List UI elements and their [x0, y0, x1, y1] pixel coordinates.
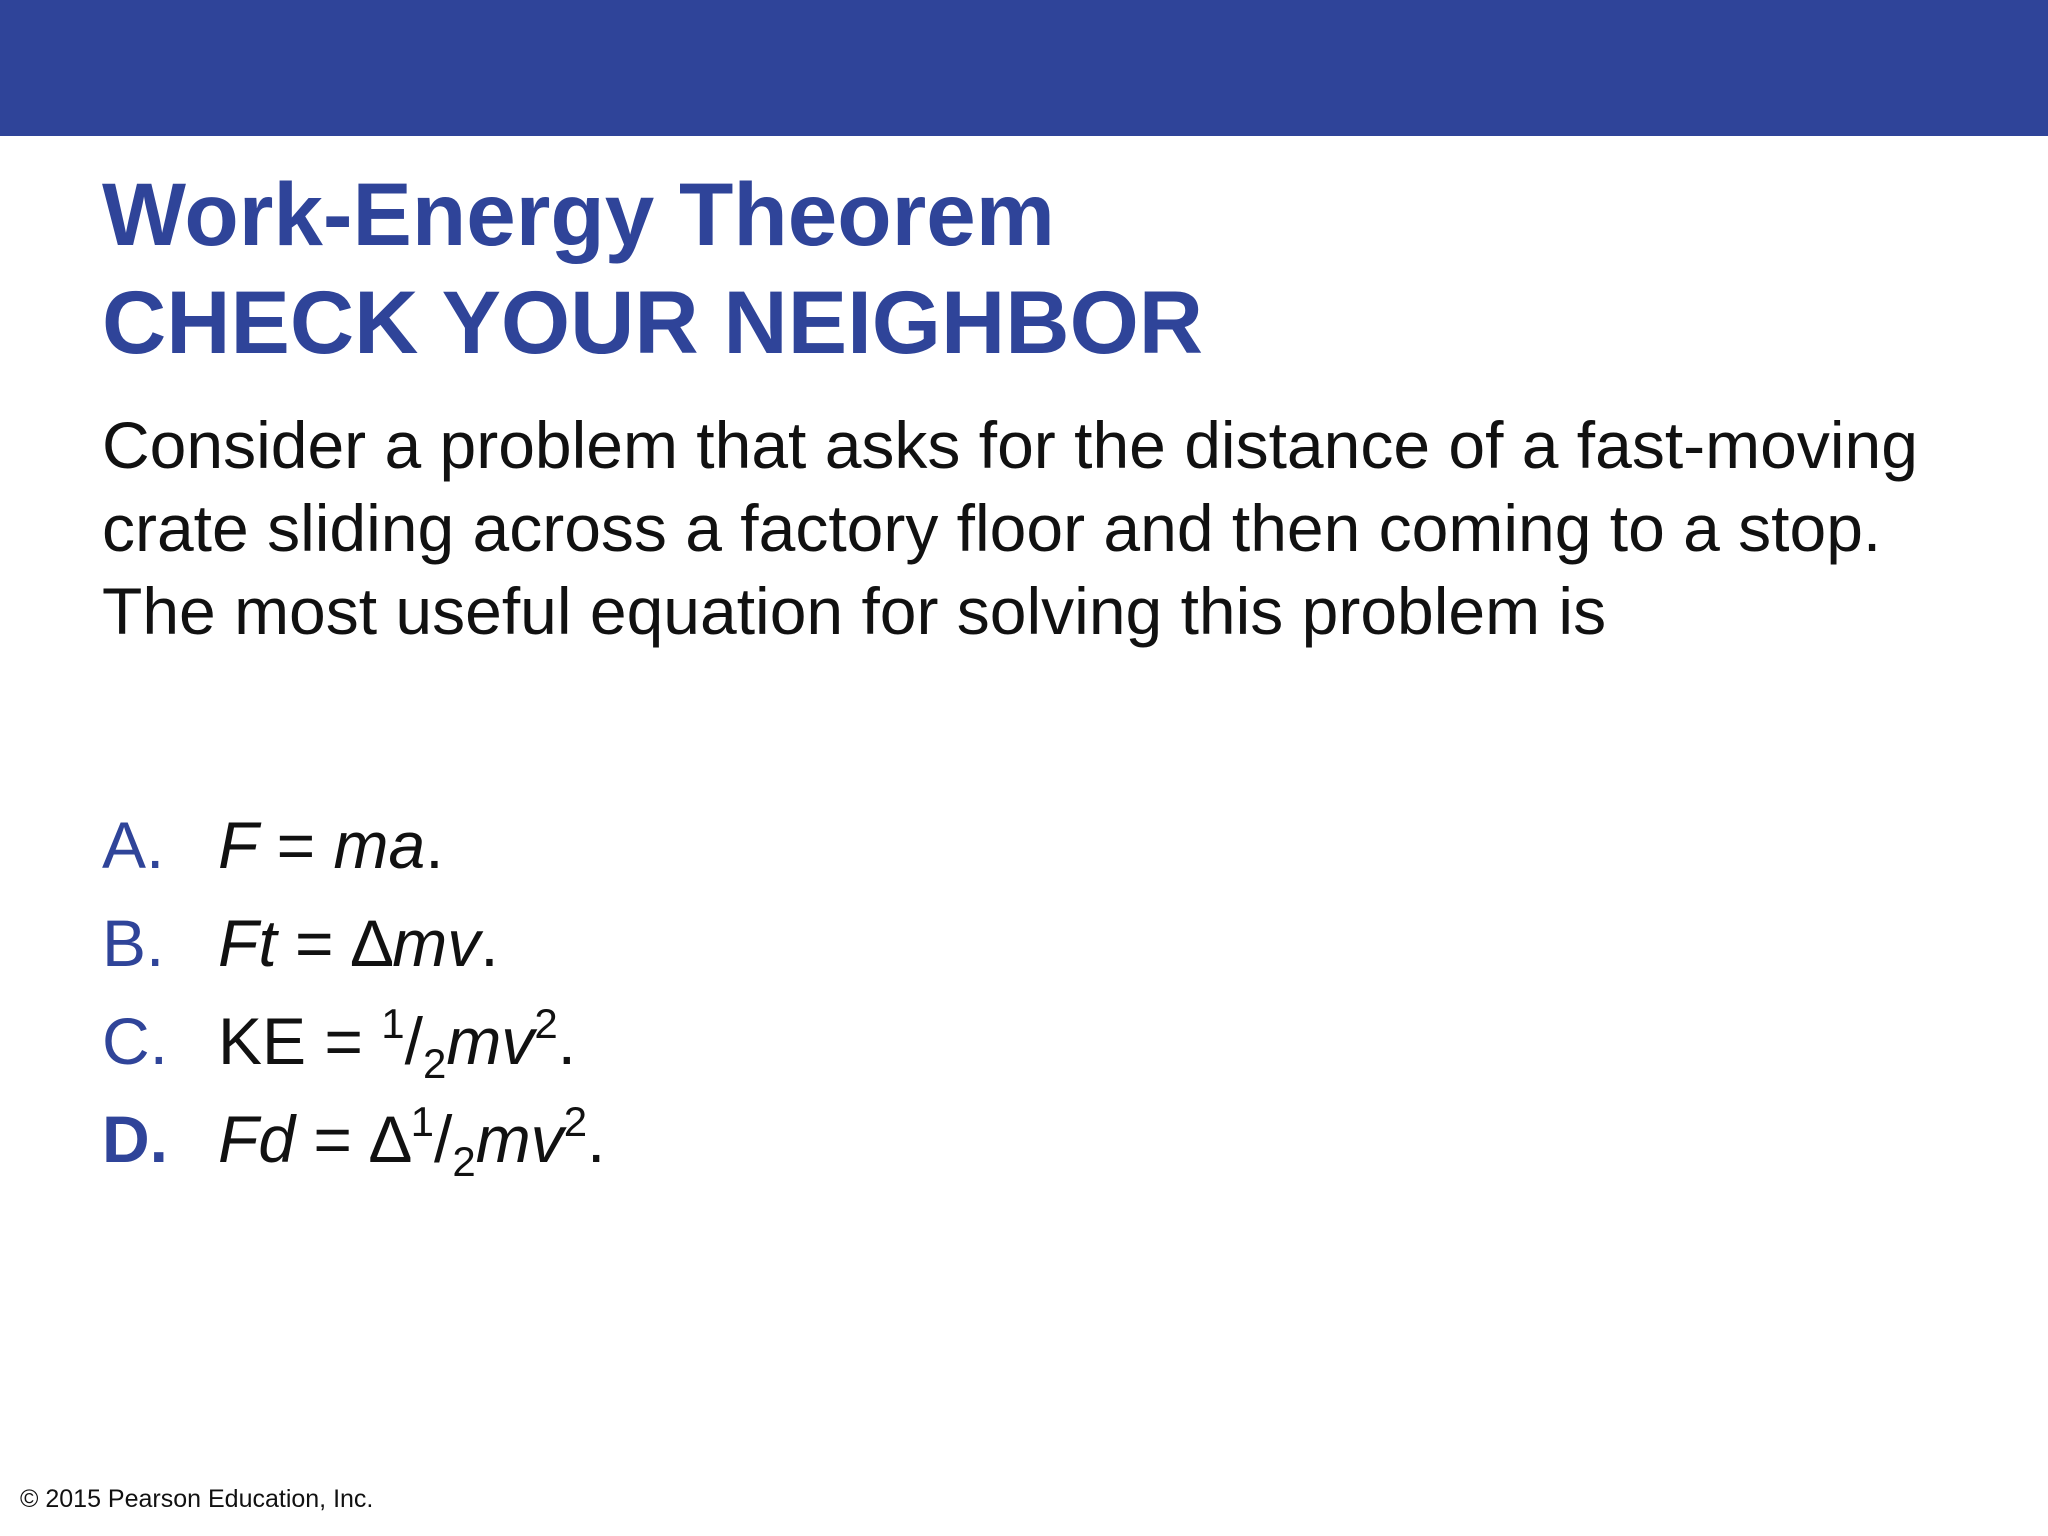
formula-punctuation: . — [425, 808, 444, 882]
answer-formula-a — [218, 796, 444, 894]
question-text: Consider a problem that asks for the distance of a fast-moving crate sliding across a factory floor and then coming to a stop. The most useful equation for solving this problem is — [102, 408, 1918, 648]
copyright-notice: © 2015 Pearson Education, Inc. — [20, 1485, 374, 1513]
formula-variable: ma — [333, 808, 426, 882]
answer-formula-c — [218, 992, 576, 1090]
formula-variable: mv — [475, 1102, 564, 1176]
formula-variable: mv — [446, 1004, 535, 1078]
slide-header-bar — [0, 0, 2048, 136]
formula-denominator: 2 — [452, 1138, 476, 1185]
formula-numerator: 1 — [381, 1000, 405, 1047]
answer-letter-a: A. — [102, 808, 165, 882]
answer-formula-d — [218, 1090, 605, 1188]
formula-punctuation: . — [587, 1102, 606, 1176]
answer-letter-c: C. — [102, 1004, 168, 1078]
formula-variable: Ft — [218, 906, 277, 980]
answer-formula-b — [218, 894, 499, 992]
formula-punctuation: . — [557, 1004, 577, 1078]
formula-exponent: 2 — [534, 1000, 558, 1047]
formula-exponent: 2 — [563, 1098, 588, 1145]
slide-title-line-1: Work-Energy Theorem — [102, 164, 1055, 264]
answer-option-b — [102, 894, 605, 992]
formula-fraction-slash: / — [434, 1102, 453, 1176]
formula-term: KE = — [218, 1004, 382, 1078]
formula-variable: mv — [392, 906, 481, 980]
formula-denominator: 2 — [422, 1040, 447, 1087]
answer-letter-d: D. — [102, 1102, 168, 1176]
formula-fraction-slash: / — [404, 1004, 423, 1078]
formula-numerator: 1 — [410, 1098, 434, 1145]
answer-option-d — [102, 1090, 605, 1188]
answer-option-a — [102, 796, 605, 894]
formula-operator: = — [258, 808, 334, 882]
formula-variable: Fd — [218, 1102, 296, 1176]
answer-list — [102, 796, 605, 1188]
formula-punctuation: . — [480, 906, 499, 980]
answer-option-c — [102, 992, 605, 1090]
slide-title-line-2: CHECK YOUR NEIGHBOR — [102, 272, 1204, 372]
slide-title — [102, 160, 1203, 376]
formula-variable: F — [218, 808, 259, 882]
formula-operator: = ∆ — [295, 1102, 411, 1176]
answer-letter-b: B. — [102, 906, 165, 980]
formula-operator: = ∆ — [276, 906, 393, 980]
